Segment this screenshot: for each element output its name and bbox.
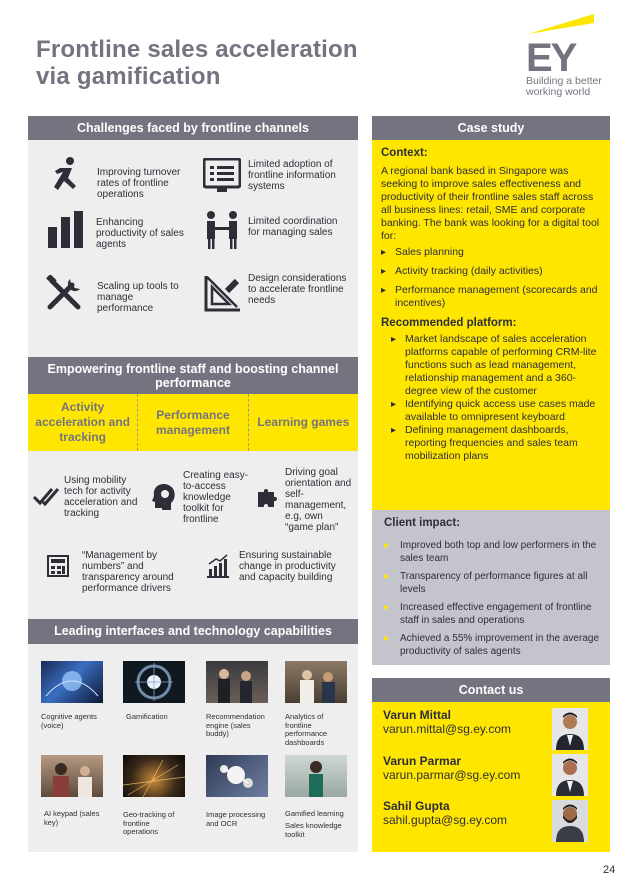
puzzle-icon <box>255 485 279 509</box>
contact-name: Sahil Gupta <box>383 799 450 813</box>
capability-caption: Geo-tracking of frontline operations <box>123 810 175 836</box>
ey-logo-mark: EY <box>526 36 576 80</box>
tools-icon <box>46 275 84 313</box>
capability-caption: Recommendation engine (sales buddy) <box>206 712 265 738</box>
ey-tagline <box>526 76 602 98</box>
capability-caption: Gamification <box>126 712 168 721</box>
platform-bullet: ▸ Identifying quick access use cases made available to omnipresent keyboard <box>391 398 602 424</box>
monitor-list-icon <box>203 158 241 194</box>
tagline-line-1: Building a better <box>526 75 602 87</box>
pillar-activity: Activity acceleration and tracking <box>35 400 131 444</box>
platform-title: Recommended platform: <box>381 317 517 329</box>
interfaces-header: Leading interfaces and technology capabilities <box>28 619 358 644</box>
case-study-panel <box>372 140 610 510</box>
case-study-header: Case study <box>372 116 610 140</box>
empowering-item: Using mobility tech for activity acceleration and tracking <box>64 475 138 519</box>
design-ruler-icon <box>203 273 241 313</box>
runner-icon <box>46 156 84 194</box>
contact-email[interactable]: varun.parmar@sg.ey.com <box>383 768 521 782</box>
impact-bullet: ▸ Increased effective engagement of frontline staff in sales and operations <box>384 602 602 627</box>
empowering-item: Driving goal orientation and self-management, e.g, own “game plan” <box>285 467 352 533</box>
contact-header: Contact us <box>372 678 610 702</box>
empowering-header: Empowering frontline staff and boosting channel performance <box>28 357 358 394</box>
growth-chart-icon <box>206 554 230 578</box>
pillars-band <box>28 394 358 451</box>
platform-bullet: ▸ Market landscape of sales acceleration platforms capable of performing CRM-lite functions such as lead management, relationship management and a 360-degree view of the customer <box>391 333 602 398</box>
head-gear-icon <box>151 483 177 511</box>
context-bullet: ▸ Performance management (scorecards and incentives) <box>381 284 602 310</box>
impact-bullet: ▸ Transparency of performance figures at all levels <box>384 571 602 596</box>
context-bullet: ▸ Sales planning <box>381 246 602 259</box>
capability-caption: AI keypad (sales key) <box>44 809 100 827</box>
contact-email[interactable]: varun.mittal@sg.ey.com <box>383 722 511 736</box>
challenges-header: Challenges faced by frontline channels <box>28 116 358 140</box>
double-check-icon <box>32 485 62 507</box>
analytics-dashboards-photo <box>285 661 347 703</box>
title-line-2: via gamification <box>36 63 221 90</box>
challenge-item: Enhancing productivity of sales agents <box>96 217 184 250</box>
image-processing-photo <box>206 755 268 797</box>
pillar-performance: Performance management <box>137 394 247 451</box>
challenge-item: Design considerations to accelerate frontline needs <box>248 273 347 306</box>
empowering-item: Ensuring sustainable change in productivity and capacity building <box>239 550 336 583</box>
ey-logo-beam <box>528 14 594 34</box>
people-link-icon <box>204 210 240 250</box>
challenge-item: Scaling up tools to manage performance <box>97 281 179 314</box>
gamified-learning-photo <box>285 755 347 797</box>
geo-tracking-photo <box>123 755 185 797</box>
cognitive-agents-photo <box>41 661 103 703</box>
client-impact-title: Client impact: <box>384 517 461 529</box>
avatar <box>552 754 588 796</box>
capability-caption: Cognitive agents (voice) <box>41 712 97 730</box>
empowering-item: Creating easy-to-access knowledge toolkit for frontline <box>183 470 249 525</box>
capability-caption: Analytics of frontline performance dashboards <box>285 712 328 747</box>
challenge-item: Improving turnover rates of frontline operations <box>97 167 181 200</box>
impact-bullet: ▸ Achieved a 55% improvement in the average productivity of sales agents <box>384 633 602 658</box>
platform-bullet: ▸ Defining management dashboards, reporting frequencies and sales team mobilization plans <box>391 424 602 463</box>
title-line-1: Frontline sales acceleration <box>36 36 358 63</box>
gamification-photo <box>123 661 185 703</box>
challenge-item: Limited coordination for managing sales <box>248 216 338 238</box>
impact-bullet: ▸ Improved both top and low performers in the sales team <box>384 540 602 565</box>
page-number: 24 <box>603 864 616 876</box>
avatar <box>552 708 588 750</box>
context-text: A regional bank based in Singapore was seeking to improve sales effectiveness and productivity of their frontline sales staff across all business lines: retail, SME and corporate banking. The bank was looking for a digital tool for: <box>381 165 600 242</box>
bar-chart-icon <box>46 209 86 249</box>
tagline-line-2: working world <box>526 86 591 98</box>
challenge-item: Limited adoption of frontline information systems <box>248 159 336 192</box>
client-impact-panel <box>372 510 610 665</box>
page-title <box>36 36 358 90</box>
contact-email[interactable]: sahil.gupta@sg.ey.com <box>383 813 508 827</box>
calculator-icon <box>47 555 69 577</box>
capability-caption: Image processing and OCR <box>206 810 266 828</box>
ai-keypad-photo <box>41 755 103 797</box>
recommendation-engine-photo <box>206 661 268 703</box>
context-title: Context: <box>381 147 428 159</box>
context-bullet: ▸ Activity tracking (daily activities) <box>381 265 602 278</box>
capability-caption: Gamified learning <box>285 809 344 818</box>
pillar-learning: Learning games <box>248 394 358 451</box>
contact-name: Varun Mittal <box>383 708 452 722</box>
capability-caption: Sales knowledge toolkit <box>285 821 342 839</box>
contact-name: Varun Parmar <box>383 754 462 768</box>
empowering-item: “Management by numbers” and transparency around performance drivers <box>82 550 174 594</box>
avatar <box>552 800 588 842</box>
